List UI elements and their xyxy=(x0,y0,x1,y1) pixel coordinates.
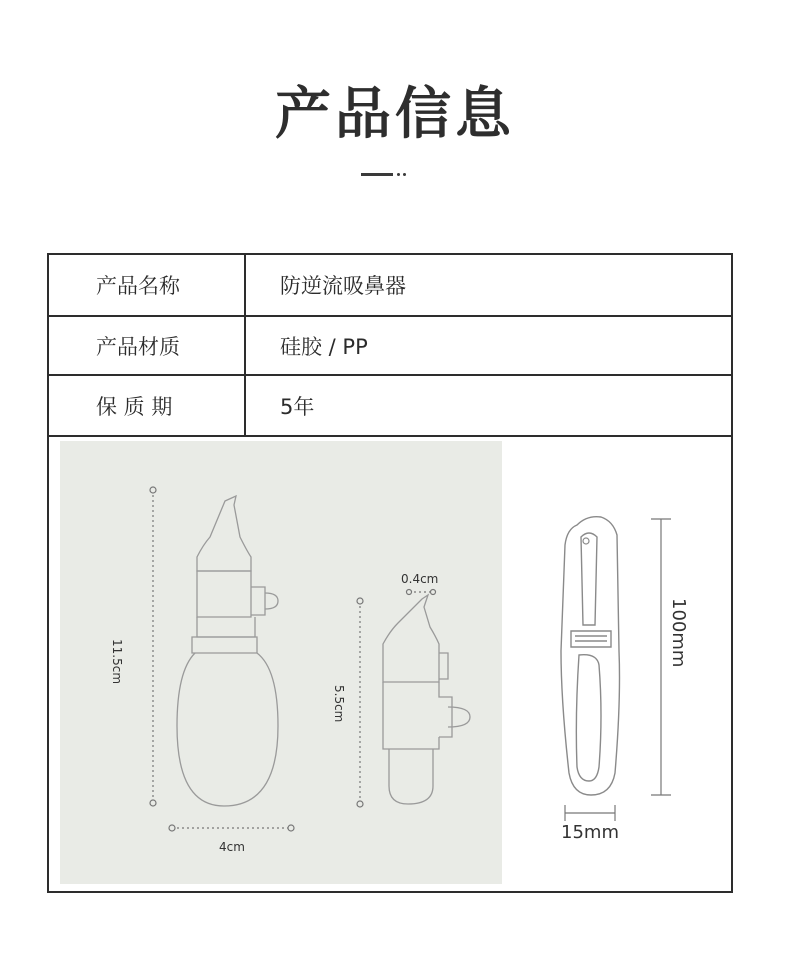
bulb-aspirator-outline xyxy=(197,496,251,571)
row-value: 5年 xyxy=(244,376,731,435)
row-value: 硅胶 / PP xyxy=(244,317,731,374)
row-label: 产品材质 xyxy=(96,334,180,359)
aspirator-diagram xyxy=(60,441,502,884)
tweezer-width-label: 15mm xyxy=(561,822,619,843)
row-value: 防逆流吸鼻器 xyxy=(244,255,731,315)
table-row xyxy=(49,376,731,437)
table-row xyxy=(49,317,731,376)
small-height-label: 5.5cm xyxy=(332,685,346,723)
small-aspirator-outline xyxy=(383,595,439,682)
row-label: 产品名称 xyxy=(96,274,180,298)
title-divider xyxy=(361,171,421,179)
bulb-width-label: 4cm xyxy=(219,840,245,854)
tip-width-label: 0.4cm xyxy=(401,572,439,586)
tweezer-length-label: 100mm xyxy=(668,598,689,668)
row-label: 保 质 期 xyxy=(96,394,173,419)
table-row xyxy=(49,255,731,317)
tweezer-diagram xyxy=(539,505,729,855)
aspirator-diagram-panel xyxy=(60,441,502,884)
page-title: 产品信息 xyxy=(275,82,515,147)
bulb-height-label: 11.5cm xyxy=(110,639,124,685)
product-info-table xyxy=(47,253,733,893)
